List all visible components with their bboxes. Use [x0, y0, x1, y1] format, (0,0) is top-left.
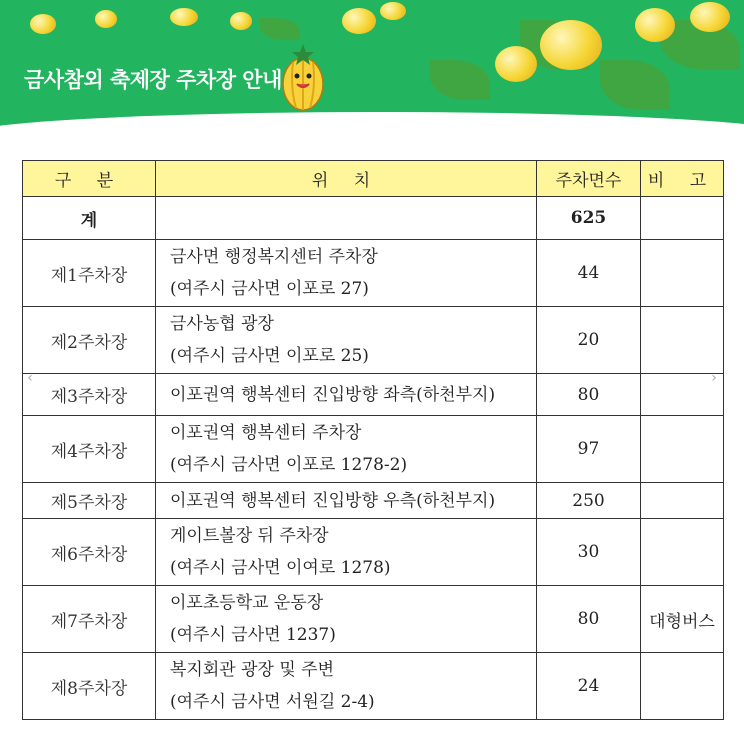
total-label: 계 [23, 197, 156, 240]
parking-spaces: 24 [537, 653, 641, 720]
melon-mascot-icon [278, 42, 328, 112]
location-line-2: (여주시 금사면 서원길 2-4) [170, 692, 375, 712]
melon-decoration [635, 8, 675, 42]
parking-note: 대형버스 [641, 586, 724, 653]
melon-decoration [690, 2, 730, 32]
parking-spaces: 30 [537, 519, 641, 586]
page-title: 금사참외 축제장 주차장 안내 [24, 68, 282, 92]
parking-spaces: 44 [537, 240, 641, 307]
parking-spaces: 80 [537, 374, 641, 416]
parking-lot-location [156, 307, 537, 374]
total-row [23, 197, 724, 240]
table-row [23, 240, 724, 307]
location-line-1: 금사면 행정복지센터 주차장 [170, 247, 378, 267]
location-line-1: 복지회관 광장 및 주변 [170, 660, 335, 680]
parking-lot-location [156, 416, 537, 483]
parking-lot-location [156, 586, 537, 653]
leaf-decoration [600, 60, 670, 110]
parking-lot-location [156, 374, 537, 416]
carousel-prev-icon[interactable]: ‹ [27, 370, 33, 386]
melon-decoration [495, 46, 537, 82]
table-row [23, 653, 724, 720]
parking-lot-location [156, 483, 537, 519]
parking-lot-location [156, 240, 537, 307]
parking-lot-name: 제4주차장 [23, 416, 156, 483]
parking-note [641, 240, 724, 307]
melon-decoration [95, 10, 117, 28]
melon-decoration [342, 8, 376, 34]
melon-decoration [380, 2, 406, 20]
carousel-next-icon[interactable]: › [711, 370, 717, 386]
melon-decoration [540, 20, 602, 70]
parking-lot-name: 제7주차장 [23, 586, 156, 653]
parking-note [641, 519, 724, 586]
table-header-row [23, 161, 724, 197]
parking-lot-name: 제3주차장 [23, 374, 156, 416]
parking-lot-name: 제6주차장 [23, 519, 156, 586]
table-row [23, 416, 724, 483]
location-line-2: (여주시 금사면 이포로 25) [170, 346, 369, 366]
location-line-1: 게이트볼장 뒤 주차장 [170, 526, 329, 546]
header-location: 위 치 [156, 161, 537, 197]
table-row [23, 586, 724, 653]
table-row [23, 307, 724, 374]
melon-decoration [30, 14, 56, 34]
location-line-2: (여주시 금사면 이여로 1278) [170, 558, 391, 578]
banner-curve [0, 112, 744, 130]
parking-lot-name: 제2주차장 [23, 307, 156, 374]
location-line-2: (여주시 금사면 이포로 1278-2) [170, 455, 408, 475]
table-row [23, 374, 724, 416]
table-body [23, 197, 724, 720]
header-note: 비 고 [641, 161, 724, 197]
location-line-1: 이포권역 행복센터 진입방향 좌측(하천부지) [170, 384, 496, 405]
melon-decoration [230, 12, 252, 30]
parking-lot-name: 제8주차장 [23, 653, 156, 720]
parking-note [641, 374, 724, 416]
parking-spaces: 250 [537, 483, 641, 519]
parking-table [22, 160, 724, 720]
total-note [641, 197, 724, 240]
total-location [156, 197, 537, 240]
leaf-decoration [430, 60, 490, 100]
parking-note [641, 307, 724, 374]
location-line-1: 이포권역 행복센터 진입방향 우측(하천부지) [170, 490, 496, 511]
location-line-1: 이포초등학교 운동장 [170, 593, 324, 613]
parking-note [641, 483, 724, 519]
table-row [23, 519, 724, 586]
parking-lot-location [156, 519, 537, 586]
location-line-2: (여주시 금사면 이포로 27) [170, 279, 369, 299]
parking-lot-name: 제5주차장 [23, 483, 156, 519]
header-spaces: 주차면수 [537, 161, 641, 197]
location-line-2: (여주시 금사면 1237) [170, 625, 336, 645]
parking-spaces: 80 [537, 586, 641, 653]
parking-table-container [22, 160, 723, 720]
melon-decoration [170, 8, 198, 26]
parking-spaces: 97 [537, 416, 641, 483]
location-line-1: 금사농협 광장 [170, 314, 274, 334]
header-category: 구 분 [23, 161, 156, 197]
location-line-1: 이포권역 행복센터 주차장 [170, 423, 362, 443]
parking-spaces: 20 [537, 307, 641, 374]
parking-lot-location [156, 653, 537, 720]
total-spaces: 625 [537, 197, 641, 240]
parking-note [641, 416, 724, 483]
parking-lot-name: 제1주차장 [23, 240, 156, 307]
parking-note [641, 653, 724, 720]
leaf-decoration [260, 18, 300, 40]
header-banner [0, 0, 744, 130]
table-row [23, 483, 724, 519]
